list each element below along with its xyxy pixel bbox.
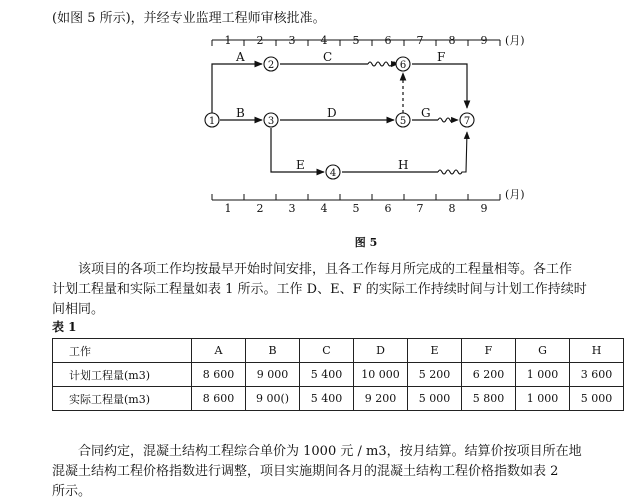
activity-label-c: C bbox=[323, 50, 333, 64]
table-cell: 1 000 bbox=[516, 363, 570, 387]
node-1-label: 1 bbox=[208, 116, 216, 127]
node-3-label: 3 bbox=[267, 116, 275, 127]
node-2 bbox=[264, 57, 278, 71]
activity-label-h: H bbox=[398, 158, 409, 172]
table-cell: 计划工程量(m3) bbox=[53, 363, 192, 387]
node-7 bbox=[460, 113, 474, 127]
node-4-label: 4 bbox=[329, 168, 337, 179]
activity-g-free-float bbox=[438, 118, 458, 122]
bottom-scale-month-label: 4 bbox=[320, 202, 328, 215]
activity-label-g: G bbox=[421, 106, 431, 120]
top-scale-month-label: 5 bbox=[352, 34, 360, 47]
table-cell: 3 600 bbox=[570, 363, 624, 387]
table-header-cell: 工作 bbox=[53, 339, 192, 363]
activity-h-free-float bbox=[438, 132, 467, 174]
table-cell: 5 400 bbox=[300, 387, 354, 411]
activity-label-b: B bbox=[236, 106, 245, 120]
table-cell: 9 200 bbox=[354, 387, 408, 411]
node-6 bbox=[396, 57, 410, 71]
paragraph2-line2: 混凝土结构工程价格指数进行调整，项目实施期间各月的混凝土结构工程价格指数如表 2 bbox=[52, 464, 559, 479]
table-cell: 实际工程量(m3) bbox=[53, 387, 192, 411]
table-header-cell: C bbox=[300, 339, 354, 363]
top-scale-month-label: 2 bbox=[256, 34, 264, 47]
top-scale-month-label: 6 bbox=[384, 34, 392, 47]
bottom-scale-month-label: 8 bbox=[448, 202, 456, 215]
activity-label-a: A bbox=[236, 50, 245, 64]
bottom-scale-month-label: 2 bbox=[256, 202, 264, 215]
paragraph1-line1: 该项目的各项工作均按最早开始时间安排，且各工作每月所完成的工程量相等。各工作 bbox=[78, 262, 573, 277]
table-header-cell: F bbox=[462, 339, 516, 363]
bottom-scale-ticks bbox=[212, 194, 500, 200]
table-row bbox=[53, 387, 624, 411]
bottom-scale-month-label: 6 bbox=[384, 202, 392, 215]
table-header-cell: G bbox=[516, 339, 570, 363]
paragraph1-line2: 计划工程量和实际工程量如表 1 所示。工作 D、E、F 的实际工作持续时间与计划工作持续时 bbox=[52, 282, 587, 297]
table-header-cell: B bbox=[246, 339, 300, 363]
table-header-cell: A bbox=[192, 339, 246, 363]
quantity-table bbox=[52, 338, 624, 411]
node-6-label: 6 bbox=[399, 60, 407, 71]
table-cell: 5 000 bbox=[570, 387, 624, 411]
bottom-scale-month-label: 9 bbox=[480, 202, 488, 215]
top-scale-month-label: 1 bbox=[224, 34, 232, 47]
paragraph2-line1: 合同约定，混凝土结构工程综合单价为 1000 元 / m3，按月结算。结算价按项目所在地 bbox=[78, 444, 582, 459]
table-cell: 9 000 bbox=[246, 363, 300, 387]
table-cell: 6 200 bbox=[462, 363, 516, 387]
node-1 bbox=[205, 113, 219, 127]
top-scale-month-label: 9 bbox=[480, 34, 488, 47]
table-cell: 5 800 bbox=[462, 387, 516, 411]
node-7-label: 7 bbox=[463, 116, 471, 127]
table-cell: 5 000 bbox=[408, 387, 462, 411]
table-header-cell: H bbox=[570, 339, 624, 363]
intro-line: (如图 5 所示)，并经专业监理工程师审核批准。 bbox=[52, 11, 326, 26]
activity-label-f: F bbox=[437, 50, 446, 64]
table-header-cell: E bbox=[408, 339, 462, 363]
top-scale-month-label: 8 bbox=[448, 34, 456, 47]
table-cell: 5 200 bbox=[408, 363, 462, 387]
bottom-scale-month-label: 5 bbox=[352, 202, 360, 215]
bottom-month-unit: (月) bbox=[505, 188, 525, 201]
table-label: 表 1 bbox=[52, 320, 77, 334]
table-cell: 1 000 bbox=[516, 387, 570, 411]
table-cell: 5 400 bbox=[300, 363, 354, 387]
node-5-label: 5 bbox=[399, 116, 407, 127]
top-scale-month-label: 3 bbox=[288, 34, 296, 47]
table-cell: 10 000 bbox=[354, 363, 408, 387]
table-header-row bbox=[53, 339, 624, 363]
table-cell: 8 600 bbox=[192, 387, 246, 411]
activity-f-arrow bbox=[412, 64, 467, 108]
node-2-label: 2 bbox=[267, 60, 275, 71]
node-3 bbox=[264, 113, 278, 127]
node-4 bbox=[326, 165, 340, 179]
table-cell: 8 600 bbox=[192, 363, 246, 387]
bottom-scale-month-label: 1 bbox=[224, 202, 232, 215]
figure-caption: 图 5 bbox=[354, 236, 378, 249]
activity-label-e: E bbox=[296, 158, 305, 172]
activity-c-free-float bbox=[368, 62, 398, 66]
table-header-cell: D bbox=[354, 339, 408, 363]
top-scale-month-label: 7 bbox=[416, 34, 424, 47]
bottom-scale-labels bbox=[225, 202, 488, 215]
top-scale-month-label: 4 bbox=[320, 34, 328, 47]
bottom-scale-month-label: 3 bbox=[288, 202, 296, 215]
table-row bbox=[53, 363, 624, 387]
paragraph1-line3: 间相同。 bbox=[52, 302, 105, 317]
paragraph2-line3: 所示。 bbox=[52, 484, 92, 499]
table-cell: 9 00() bbox=[246, 387, 300, 411]
bottom-scale-month-label: 7 bbox=[416, 202, 424, 215]
activity-label-d: D bbox=[327, 106, 337, 120]
node-5 bbox=[396, 113, 410, 127]
top-month-unit: (月) bbox=[505, 34, 525, 47]
